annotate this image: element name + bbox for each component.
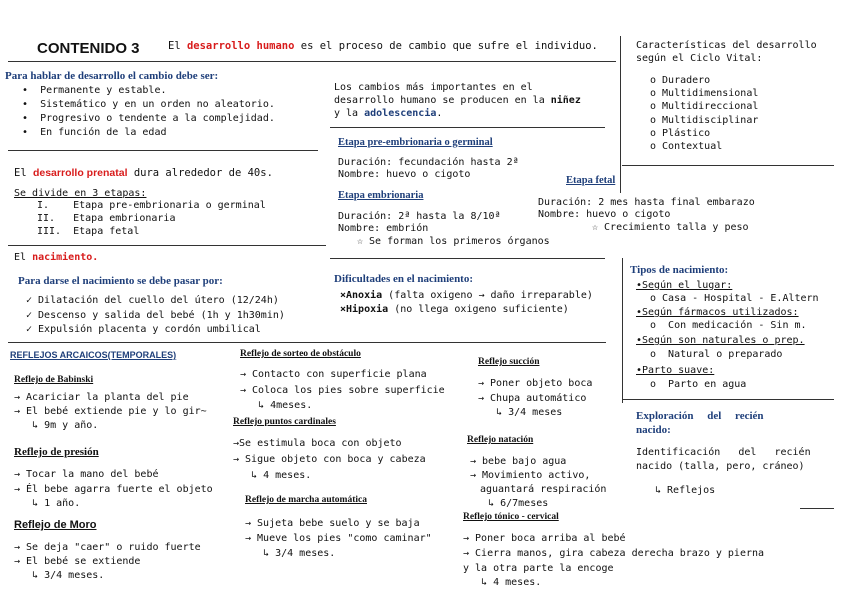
cambios-text: desarrollo humano se producen en la niñez xyxy=(334,95,581,106)
divider xyxy=(800,508,834,509)
reflejo-line: ↳ 3/4 meses. xyxy=(14,570,105,581)
reflejo-line: → Acariciar la planta del pie xyxy=(14,392,189,403)
reflejo-line: → Contacto con superficie plana xyxy=(240,369,427,380)
tipo-sub: o Parto en agua xyxy=(650,379,747,390)
succion-title: Reflejo succión xyxy=(478,357,540,367)
reflejo-line: → Sujeta bebe suelo y se baja xyxy=(245,518,420,529)
reflejo-line: ↳ 1 año. xyxy=(14,498,81,509)
dif-title: Dificultades en el nacimiento: xyxy=(334,273,474,285)
list-item: o Duradero xyxy=(650,75,711,86)
reflejo-line: → Mueve los pies "como caminar" xyxy=(245,533,432,544)
reflejo-line: → Tocar la mano del bebé xyxy=(14,469,159,480)
reflejo-line: aguantará respiración xyxy=(480,484,607,495)
reflejo-line: → Movimiento activo, xyxy=(470,470,591,481)
reflejo-line: ↳ 6/7meses xyxy=(470,498,549,509)
cambios-text: Los cambios más importantes en el xyxy=(334,82,533,93)
puntos-title: Reflejo puntos cardinales xyxy=(233,417,336,427)
tipos-title: Tipos de nacimiento: xyxy=(630,264,729,276)
nacimiento-text: El nacimiento. xyxy=(14,252,99,263)
natacion-title: Reflejo natación xyxy=(467,435,534,445)
divider xyxy=(620,36,621,193)
divider xyxy=(8,342,606,343)
divider xyxy=(622,258,623,403)
list-item: ✓ Dilatación del cuello del útero (12/24h) xyxy=(26,295,279,306)
reflejo-line: →Se estimula boca con objeto xyxy=(233,438,402,449)
explo-title: Exploración del recién xyxy=(636,410,764,422)
reflejo-line: → El bebé extiende pie y lo gir~ xyxy=(14,406,207,417)
reflejo-line: ↳ 9m y año. xyxy=(14,420,99,431)
pre-line: Nombre: huevo o cigoto xyxy=(338,169,471,180)
tipo-sub: o Natural o preparado xyxy=(650,349,783,360)
divide-title: Se divide en 3 etapas: xyxy=(14,188,147,199)
darse-title: Para darse el nacimiento se debe pasar por: xyxy=(18,275,223,287)
reflejo-line: → Él bebe agarra fuerte el objeto xyxy=(14,484,213,495)
reflejo-line: ↳ 3/4 meses xyxy=(478,407,563,418)
list-item: • Permanente y estable. xyxy=(22,85,167,96)
list-item: o Multidimensional xyxy=(650,88,759,99)
explo-title: nacido: xyxy=(636,424,671,436)
car-title: Características del desarrollo xyxy=(636,40,817,51)
divider xyxy=(622,165,834,166)
reflejo-line: y la otra parte la encoge xyxy=(463,563,614,574)
list-item: o Multidireccional xyxy=(650,101,759,112)
pre-line: Duración: fecundación hasta 2ª xyxy=(338,157,519,168)
fetal-line: ☆ Crecimiento talla y peso xyxy=(592,222,749,233)
reflejo-line: → Poner objeto boca xyxy=(478,378,593,389)
emb-line: Nombre: embrión xyxy=(338,223,429,234)
reflejo-line: → Cierra manos, gira cabeza derecha brazo y pierna xyxy=(463,548,765,559)
explo-line: Identificación del recién xyxy=(636,447,811,458)
moro-title: Reflejo de Moro xyxy=(14,519,97,531)
reflejo-line: ↳ 4 meses. xyxy=(463,577,542,588)
reflejo-line: ↳ 4 meses. xyxy=(233,470,312,481)
dif-line: ×Hipoxia (no llega oxigeno suficiente) xyxy=(340,304,569,315)
list-item: o Multidisciplinar xyxy=(650,115,759,126)
list-item: ✓ Descenso y salida del bebé (1h y 1h30min) xyxy=(26,310,285,321)
reflejo-line: ↳ 4meses. xyxy=(240,400,313,411)
divider xyxy=(330,61,605,62)
list-item: ✓ Expulsión placenta y cordón umbilical xyxy=(26,324,261,335)
list-item: I. Etapa pre-embrionaria o germinal xyxy=(37,200,266,211)
tipo-sub: o Con medicación - Sin m. xyxy=(650,320,807,331)
intro-text: El desarrollo humano es el proceso de cambio que sufre el individuo. xyxy=(168,40,598,52)
dif-line: ×Anoxia (falta oxigeno → daño irreparable) xyxy=(340,290,593,301)
reflejo-line: → Poner boca arriba al bebé xyxy=(463,533,626,544)
list-item: III. Etapa fetal xyxy=(37,226,140,237)
list-item: • Progresivo o tendente a la complejidad. xyxy=(22,113,275,124)
fetal-line: Nombre: huevo o cigoto xyxy=(538,209,671,220)
sorteo-title: Reflejo de sorteo de obstáculo xyxy=(240,349,361,359)
tipo-head: •Según son naturales o prep. xyxy=(636,335,805,346)
list-item: • Sistemático y en un orden no aleatorio. xyxy=(22,99,275,110)
emb-title: Etapa embrionaria xyxy=(338,190,424,201)
tipo-sub: o Casa - Hospital - E.Altern xyxy=(650,293,819,304)
list-item: • En función de la edad xyxy=(22,127,167,138)
divider xyxy=(8,245,326,246)
tipo-head: •Según el lugar: xyxy=(636,280,733,291)
pre-title: Etapa pre-embrionaria o germinal xyxy=(338,137,493,148)
tipo-head: •Parto suave: xyxy=(636,365,715,376)
tonico-title: Reflejo tónico - cervical xyxy=(463,512,559,522)
reflejo-line: → bebe bajo agua xyxy=(470,456,567,467)
reflejo-line: → El bebé se extiende xyxy=(14,556,141,567)
reflejo-line: ↳ 3/4 meses. xyxy=(245,548,336,559)
prenatal-text: El desarrollo prenatal dura alrededor de 40s. xyxy=(14,167,273,179)
explo-line: nacido (talla, pero, cráneo) xyxy=(636,461,805,472)
divider xyxy=(330,127,605,128)
reflejo-line: → Chupa automático xyxy=(478,393,587,404)
fetal-title: Etapa fetal xyxy=(566,175,616,186)
cambio-title: Para hablar de desarrollo el cambio debe ser: xyxy=(5,70,219,82)
list-item: II. Etapa embrionaria xyxy=(37,213,176,224)
presion-title: Reflejo de presión xyxy=(14,446,99,458)
reflejos-title: REFLEJOS ARCAICOS(TEMPORALES) xyxy=(10,350,177,360)
babinski-title: Reflejo de Babinski xyxy=(14,375,94,385)
reflejo-line: → Se deja "caer" o ruido fuerte xyxy=(14,542,201,553)
emb-line: Duración: 2ª hasta la 8/10ª xyxy=(338,211,501,222)
marcha-title: Reflejo de marcha automática xyxy=(245,495,367,505)
page-title: CONTENIDO 3 xyxy=(37,40,140,57)
divider xyxy=(622,399,834,400)
car-title: según el Ciclo Vital: xyxy=(636,53,763,64)
tipo-head: •Según fármacos utilizados: xyxy=(636,307,799,318)
list-item: o Contextual xyxy=(650,141,723,152)
reflejo-line: → Sigue objeto con boca y cabeza xyxy=(233,454,426,465)
list-item: o Plástico xyxy=(650,128,711,139)
divider xyxy=(330,258,605,259)
reflejo-line: → Coloca los pies sobre superficie xyxy=(240,385,445,396)
fetal-line: Duración: 2 mes hasta final embarazo xyxy=(538,197,755,208)
emb-line: ☆ Se forman los primeros órganos xyxy=(357,236,550,247)
divider xyxy=(8,150,318,151)
explo-line: ↳ Reflejos xyxy=(655,485,716,496)
cambios-text: y la adolescencia. xyxy=(334,108,443,119)
